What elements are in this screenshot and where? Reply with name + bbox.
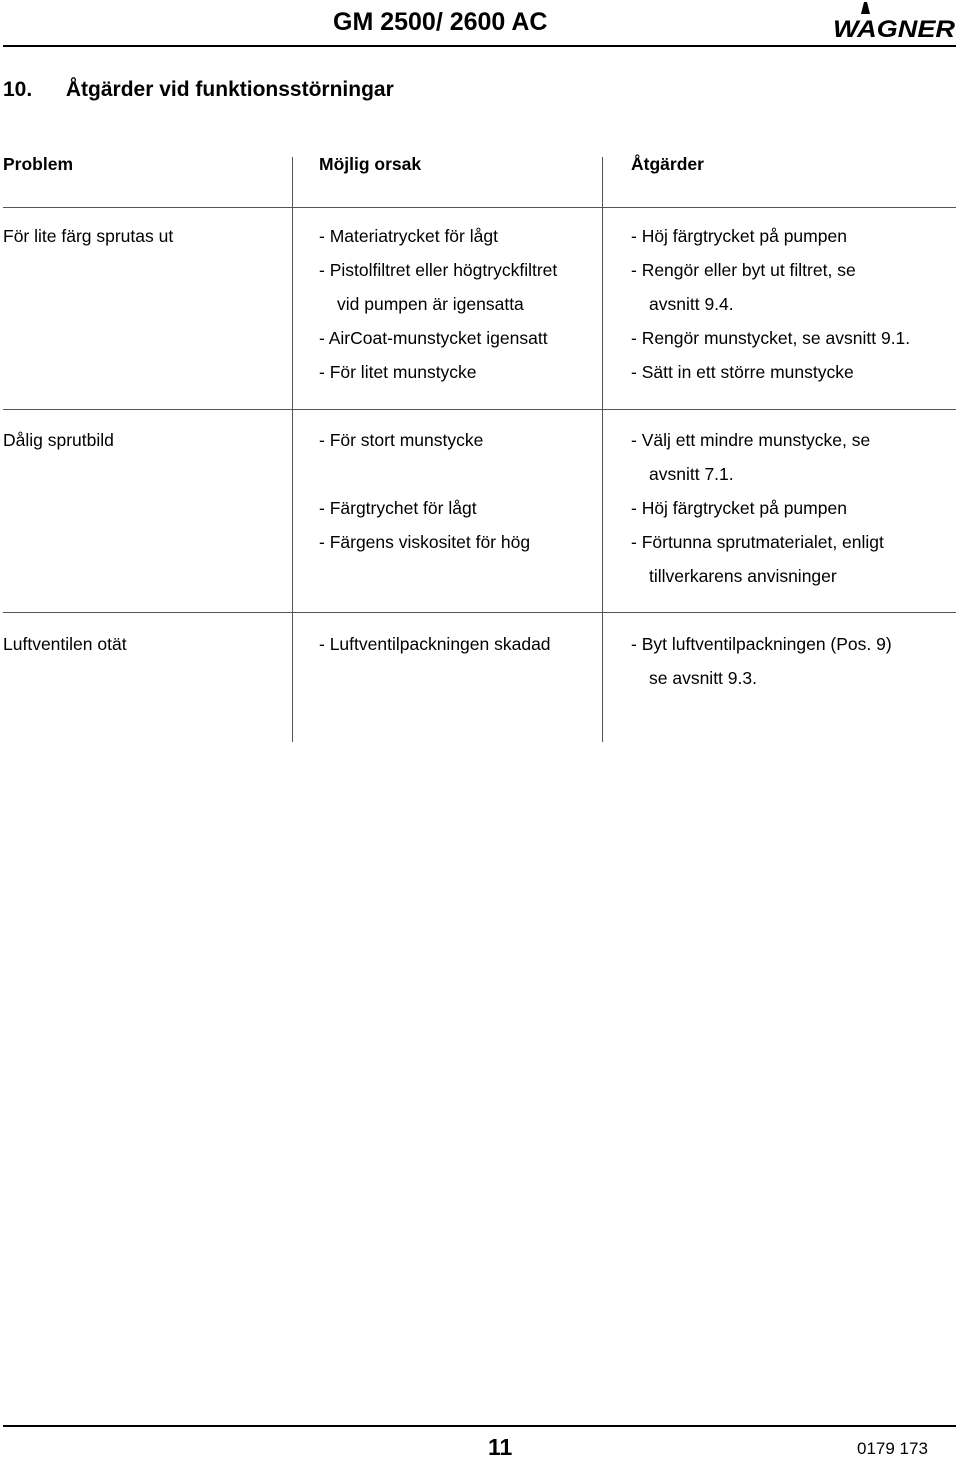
section-number: 10.	[3, 78, 33, 101]
action-cell	[631, 423, 884, 593]
action-line: tillverkarens anvisninger	[649, 566, 837, 586]
column-header-cause: Möjlig orsak	[319, 154, 422, 174]
action-cell	[631, 627, 892, 695]
cause-line: - För litet munstycke	[319, 362, 477, 382]
document-title: GM 2500/ 2600 AC	[333, 8, 548, 36]
footer-rule	[3, 1425, 956, 1427]
cause-line: - Materiatrycket för lågt	[319, 226, 498, 246]
action-line: - Byt luftventilpackningen (Pos. 9)	[631, 634, 892, 654]
svg-text:WAGNER: WAGNER	[833, 16, 956, 40]
cause-cell	[319, 423, 530, 559]
cause-line: vid pumpen är igensatta	[337, 294, 524, 314]
problem-cell: För lite färg sprutas ut	[3, 226, 174, 246]
problem-cell: Dålig sprutbild	[3, 430, 114, 450]
section-title: Åtgärder vid funktionsstörningar	[65, 78, 394, 101]
action-line: - Välj ett mindre munstycke, se	[631, 430, 871, 450]
cause-line: - Pistolfiltret eller högtryckfiltret	[319, 260, 558, 280]
cause-line: - För stort munstycke	[319, 430, 484, 450]
column-header-problem: Problem	[3, 154, 74, 174]
column-header-actions: Åtgärder	[631, 154, 704, 174]
problem-cell: Luftventilen otät	[3, 634, 127, 654]
section-heading	[3, 78, 394, 102]
wagner-logo	[832, 0, 956, 40]
action-line: - Förtunna sprutmaterialet, enligt	[631, 532, 884, 552]
header-rule	[3, 45, 956, 47]
cause-line: - AirCoat-munstycket igensatt	[319, 328, 548, 348]
table-row	[0, 219, 960, 389]
document-number: 0179 173	[857, 1439, 928, 1458]
row-separator	[3, 207, 956, 208]
action-cell	[631, 219, 910, 389]
cause-line	[319, 457, 530, 491]
page-number: 11	[488, 1434, 513, 1460]
cause-line: - Luftventilpackningen skadad	[319, 634, 551, 654]
action-line: avsnitt 9.4.	[649, 294, 734, 314]
action-line: - Höj färgtrycket på pumpen	[631, 498, 847, 518]
row-separator	[3, 409, 956, 410]
row-separator	[3, 612, 956, 613]
action-line: - Höj färgtrycket på pumpen	[631, 226, 847, 246]
action-line: - Rengör munstycket, se avsnitt 9.1.	[631, 328, 911, 348]
action-line: se avsnitt 9.3.	[649, 668, 757, 688]
table-row	[0, 423, 960, 593]
action-line: - Sätt in ett större munstycke	[631, 362, 854, 382]
cause-line: - Färgens viskositet för hög	[319, 532, 531, 552]
action-line: avsnitt 7.1.	[649, 464, 734, 484]
cause-cell	[319, 219, 557, 389]
table-row	[0, 627, 960, 707]
cause-line: - Färgtrychet för lågt	[319, 498, 477, 518]
cause-cell	[319, 627, 551, 661]
action-line: - Rengör eller byt ut filtret, se	[631, 260, 856, 280]
